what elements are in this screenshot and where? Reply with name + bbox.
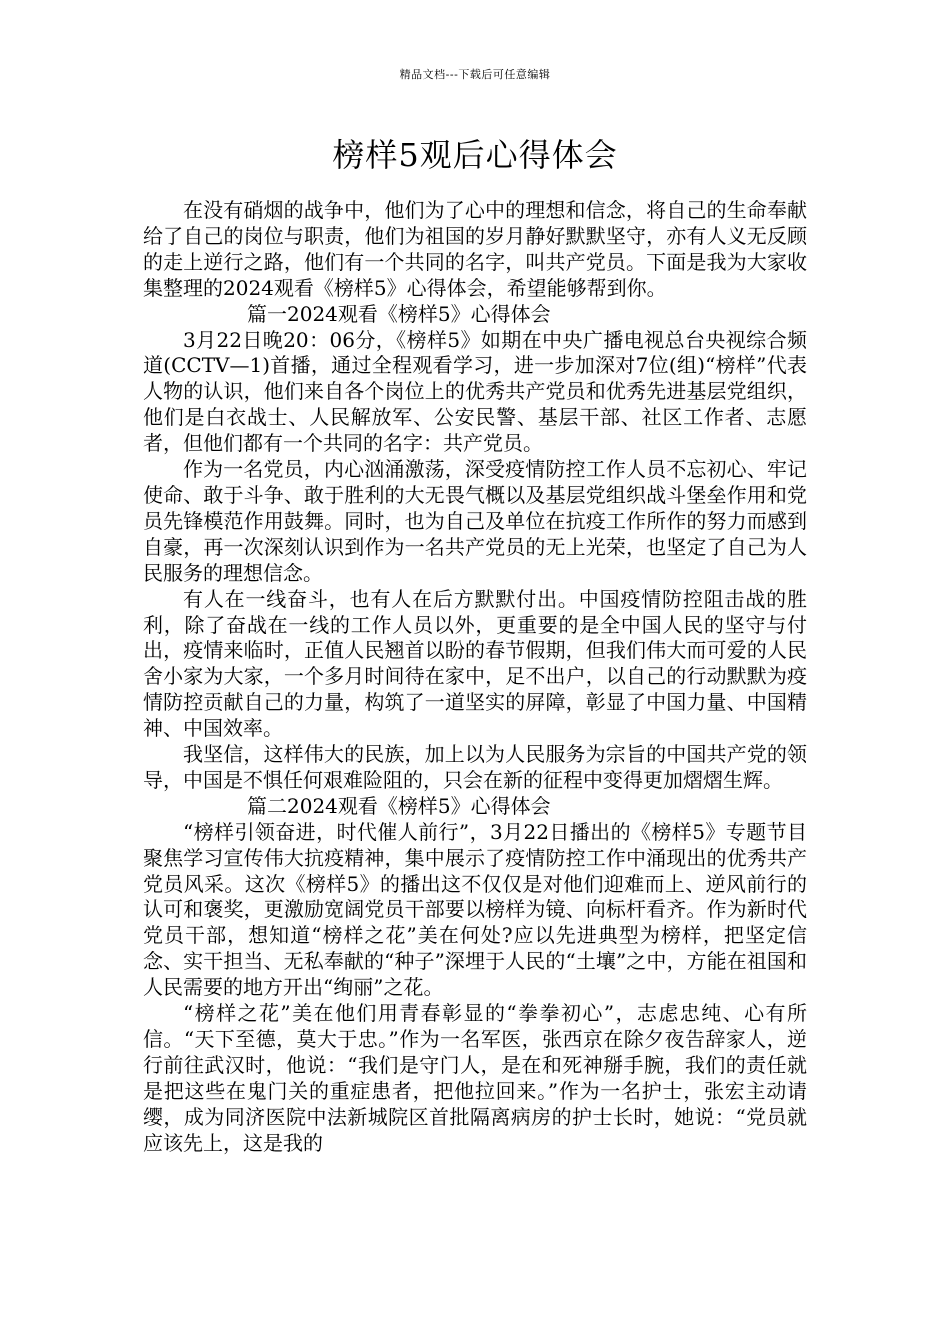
section-heading-2: 篇二2024观看《榜样5》心得体会 [247,793,551,818]
paragraph-1: 3月22日晚20：06分，《榜样5》如期在中央广播电视总台央视综合频道(CCTV—1)首播，通过全程观看学习，进一步加深对7位(组)“榜样”代表人物的认识，他们来自各个岗位上的优秀共产党员和优秀先进基层党组织，他们是白衣战士、人民解放军、公安民警、基层干部、社区工作者、志愿者，但他们都有一个共同的名字：共产党员。 [143,327,807,456]
header-note: 精品文档---下载后可任意编辑 [399,68,551,81]
paragraph-6: “榜样之花”美在他们用青春彰显的“拳拳初心”，志虑忠纯、心有所信。“天下至德，莫大于忠。”作为一名军医，张西京在除夕夜告辞家人，逆行前往武汉时，他说：“我们是守门人，是在和死神掰手腕，我们的责任就是把这些在鬼门关的重症患者，把他拉回来。”作为一名护士，张宏主动请缨，成为同济医院中法新城院区首批隔离病房的护士长时，她说：“党员就应该先上，这是我的 [143,1001,807,1155]
document-body [143,198,807,1157]
paragraph-5: “榜样引领奋进，时代催人前行”，3月22日播出的《榜样5》专题节目聚焦学习宣传伟大抗疫精神，集中展示了疫情防控工作中涌现出的优秀共产党员风采。这次《榜样5》的播出这不仅仅是对他们迎难而上、逆风前行的认可和褒奖，更激励宽阔党员干部要以榜样为镜、向标杆看齐。作为新时代党员干部，想知道“榜样之花”美在何处?应以先进典型为榜样，把坚定信念、实干担当、无私奉献的“种子”深埋于人民的“土壤”之中，方能在祖国和人民需要的地方开出“绚丽”之花。 [143,819,807,1000]
paragraph-intro: 在没有硝烟的战争中，他们为了心中的理想和信念，将自己的生命奉献给了自己的岗位与职责，他们为祖国的岁月静好默默坚守，亦有人义无反顾的走上逆行之路，他们有一个共同的名字，叫共产党员。下面是我为大家收集整理的2024观看《榜样5》心得体会，希望能够帮到你。 [143,198,807,300]
paragraph-3: 有人在一线奋斗，也有人在后方默默付出。中国疫情防控阻击战的胜利，除了奋战在一线的工作人员以外，更重要的是全中国人民的坚守与付出，疫情来临时，正值人民翘首以盼的春节假期，但我们伟大而可爱的人民舍小家为大家，一个多月时间待在家中，足不出户，以自己的行动默默为疫情防控贡献自己的力量，构筑了一道坚实的屏障，彰显了中国力量、中国精神、中国效率。 [143,586,807,741]
paragraph-2: 作为一名党员，内心汹涌激荡，深受疫情防控工作人员不忘初心、牢记使命、敢于斗争、敢于胜利的大无畏气概以及基层党组织战斗堡垒作用和党员先锋模范作用鼓舞。同时，也为自己及单位在抗疫工作所作的努力而感到自豪，再一次深刻认识到作为一名共产党员的无上光荣，也坚定了自己为人民服务的理想信念。 [143,457,807,585]
paragraph-4: 我坚信，这样伟大的民族，加上以为人民服务为宗旨的中国共产党的领导，中国是不惧任何艰难险阻的，只会在新的征程中变得更加熠熠生辉。 [143,742,807,792]
document-title: 榜样5观后心得体会 [332,136,618,174]
section-heading-1: 篇一2024观看《榜样5》心得体会 [247,301,551,326]
